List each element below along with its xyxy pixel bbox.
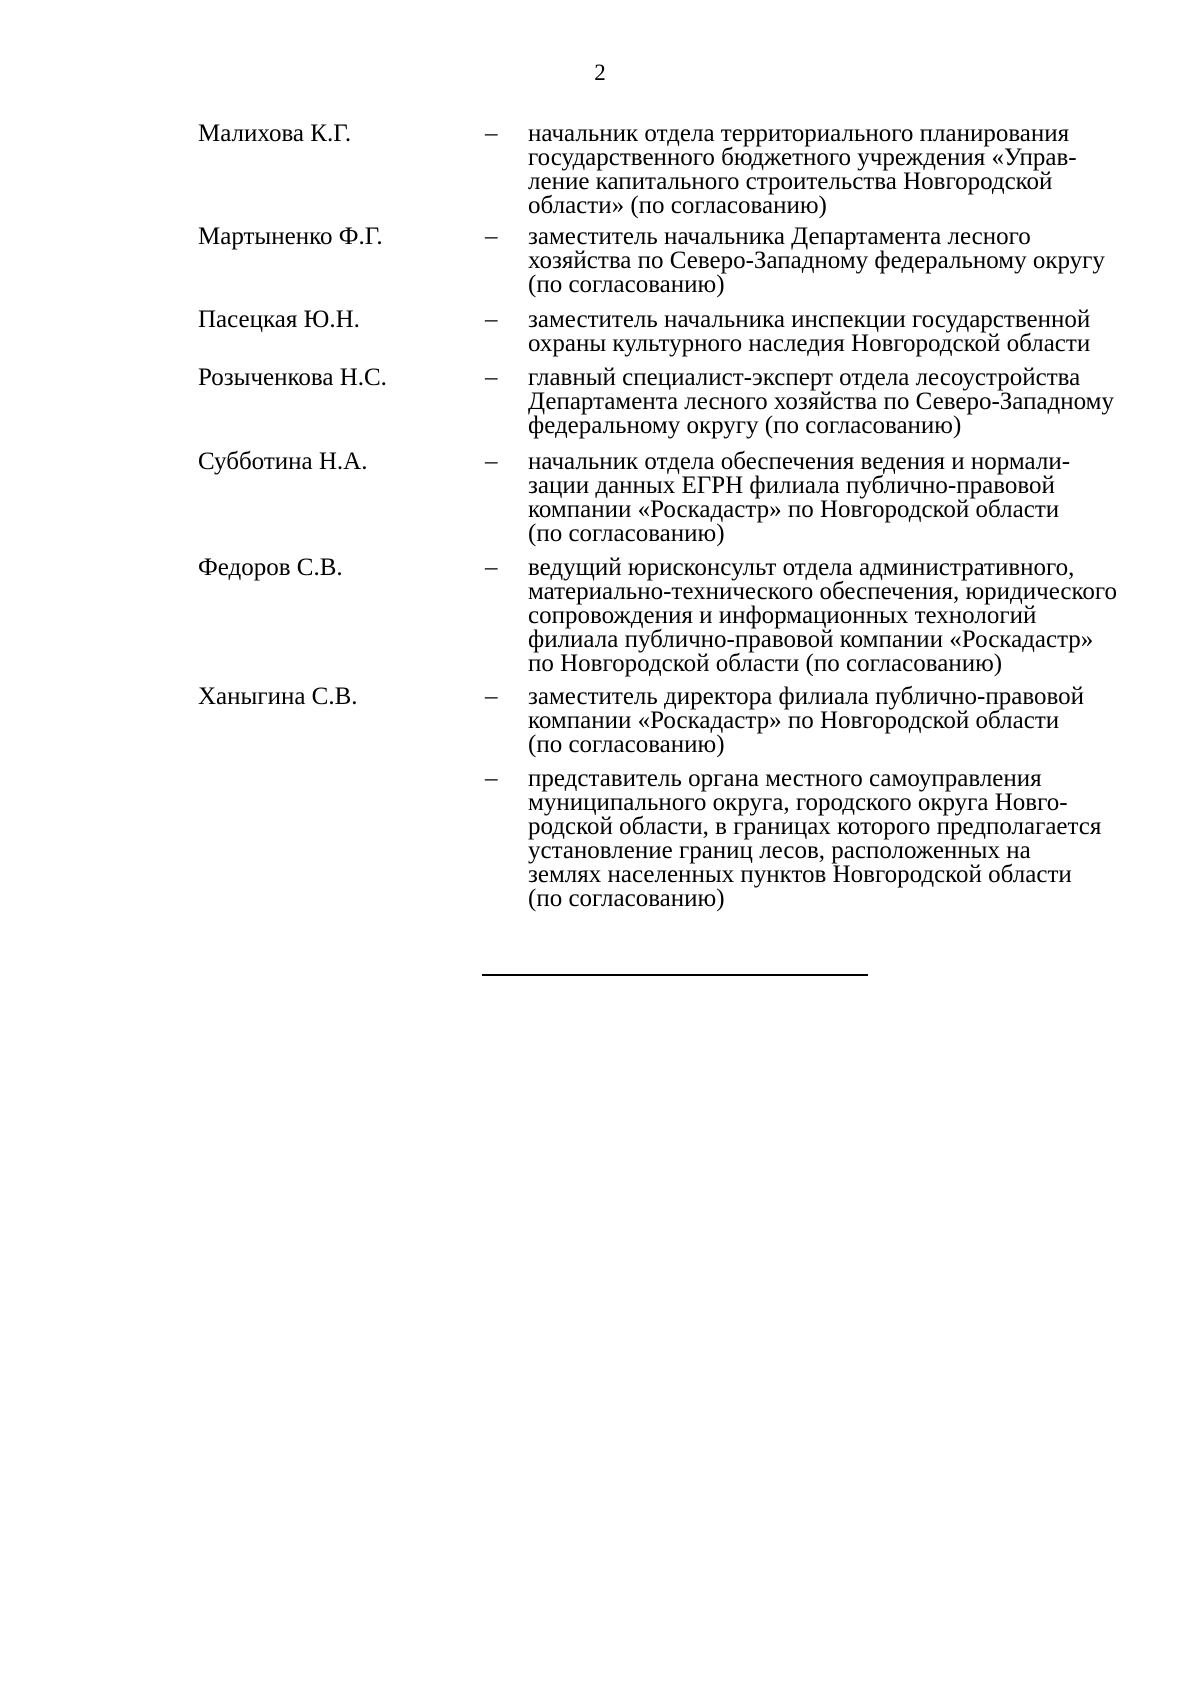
member-row: [0, 556, 1200, 676]
member-list: [0, 122, 1200, 911]
member-role-line: представитель органа местного самоуправления: [528, 765, 1042, 792]
member-role: [528, 556, 1160, 676]
member-row: [0, 767, 1200, 911]
member-role-line: главный специалист-эксперт отдела лесоустройства: [528, 364, 1081, 391]
member-role-line: ведущий юрисконсульт отдела административного,: [528, 554, 1075, 581]
member-row: [0, 450, 1200, 546]
member-name: Пасецкая Ю.Н.: [198, 306, 360, 333]
member-role-line: ление капитального строительства Новгородской: [528, 168, 1053, 195]
member-role: [528, 767, 1160, 911]
member-role-line: государственного бюджетного учреждения «Управ-: [528, 144, 1077, 171]
member-row: [0, 225, 1200, 297]
member-row: [0, 685, 1200, 757]
member-dash: –: [485, 765, 498, 792]
member-role-line: сопровождения и информационных технологий: [528, 602, 1037, 629]
member-role-line: (по согласованию): [528, 271, 725, 298]
member-role: [528, 366, 1160, 438]
member-row: [0, 366, 1200, 438]
end-rule-divider: [482, 974, 868, 976]
member-row: [0, 308, 1200, 356]
member-role-line: области» (по согласованию): [528, 192, 827, 219]
member-role-line: хозяйства по Северо-Западному федеральному округу: [528, 247, 1105, 274]
member-name: Розыченкова Н.С.: [198, 364, 387, 391]
member-role: [528, 450, 1160, 546]
member-role: [528, 685, 1160, 757]
page-number: 2: [594, 60, 606, 85]
member-role-line: материально-технического обеспечения, юридического: [528, 578, 1118, 605]
member-role-line: компании «Роскадастр» по Новгородской области: [528, 707, 1060, 734]
member-name: Малихова К.Г.: [198, 120, 352, 147]
member-role-line: зации данных ЕГРН филиала публично-правовой: [528, 472, 1055, 499]
member-role-line: установление границ лесов, расположенных на: [528, 837, 1031, 864]
member-name: Федоров С.В.: [198, 554, 343, 581]
member-dash: –: [485, 448, 498, 475]
member-dash: –: [485, 306, 498, 333]
member-role-line: Департамента лесного хозяйства по Северо-Западному: [528, 388, 1114, 415]
member-role: [528, 122, 1160, 218]
member-role: [528, 225, 1160, 297]
member-name: Мартыненко Ф.Г.: [198, 223, 383, 250]
member-role-line: (по согласованию): [528, 885, 725, 912]
member-role-line: (по согласованию): [528, 731, 725, 758]
member-role-line: (по согласованию): [528, 520, 725, 547]
member-role-line: заместитель директора филиала публично-правовой: [528, 683, 1084, 710]
member-role-line: землях населенных пунктов Новгородской области: [528, 861, 1072, 888]
member-role-line: начальник отдела обеспечения ведения и нормали-: [528, 448, 1071, 475]
member-name: Ханыгина С.В.: [198, 683, 358, 710]
member-role-line: федеральному округу (по согласованию): [528, 412, 962, 439]
member-dash: –: [485, 223, 498, 250]
member-role-line: охраны культурного наследия Новгородской области: [528, 330, 1091, 357]
member-row: [0, 122, 1200, 218]
member-dash: –: [485, 683, 498, 710]
member-role-line: компании «Роскадастр» по Новгородской области: [528, 496, 1060, 523]
member-role-line: начальник отдела территориального планирования: [528, 120, 1070, 147]
member-role-line: муниципального округа, городского округа Новго-: [528, 789, 1068, 816]
member-role-line: по Новгородской области (по согласованию): [528, 650, 1003, 677]
member-dash: –: [485, 554, 498, 581]
member-role: [528, 308, 1160, 356]
member-dash: –: [485, 120, 498, 147]
member-role-line: заместитель начальника Департамента лесного: [528, 223, 1031, 250]
member-name: Субботина Н.А.: [198, 448, 368, 475]
member-role-line: заместитель начальника инспекции государственной: [528, 306, 1091, 333]
member-role-line: филиала публично-правовой компании «Роскадастр»: [528, 626, 1094, 653]
member-role-line: родской области, в границах которого предполагается: [528, 813, 1102, 840]
member-dash: –: [485, 364, 498, 391]
